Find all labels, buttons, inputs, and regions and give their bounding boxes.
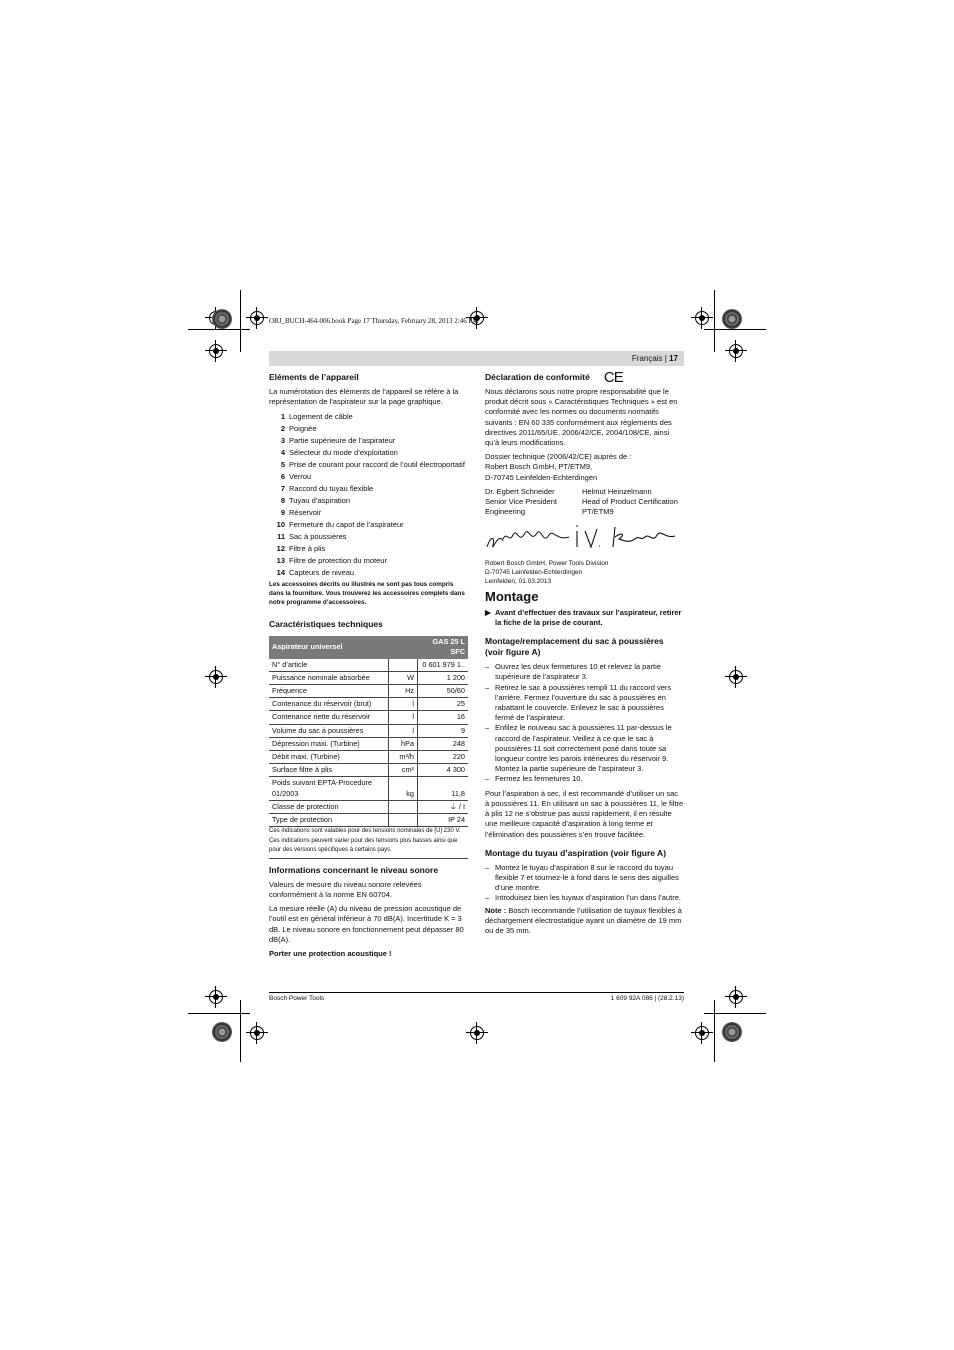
list-item (485, 774, 684, 784)
dash-bullet: – (485, 862, 490, 872)
table-row (269, 764, 468, 777)
montage-note (485, 906, 684, 937)
spec-unit: cm² (389, 764, 418, 777)
list-item (269, 531, 469, 543)
spec-unit (389, 659, 418, 672)
item-label: Réservoir (289, 508, 322, 518)
table-row (269, 777, 468, 800)
item-number: 2 (280, 424, 285, 434)
spec-unit: Hz (389, 685, 418, 698)
conformity-heading-row (485, 369, 684, 386)
spec-label: Fréquence (269, 685, 389, 698)
registration-mark (205, 666, 227, 688)
spec-unit: hPa (389, 737, 418, 750)
item-number: 12 (276, 544, 285, 554)
registration-mark (205, 340, 227, 362)
montage-warning-text: Avant d’effectuer des travaux sur l’aspirateur, retirer la fiche de la prise de courant. (495, 607, 682, 628)
elements-heading: Eléments de l’appareil (269, 372, 359, 382)
dash-bullet: – (485, 893, 490, 903)
signatories (485, 487, 684, 518)
color-dial-mark (722, 309, 742, 329)
item-number: 5 (280, 460, 285, 470)
signatory-2-name: Helmut Heinzelmann (582, 486, 652, 496)
item-number: 14 (276, 568, 285, 578)
spec-value: 50/60 (418, 685, 469, 698)
color-dial-mark (212, 309, 232, 329)
item-number: 1 (280, 412, 285, 422)
noise-heading: Informations concernant le niveau sonore (269, 864, 439, 875)
page-header-bar (269, 351, 684, 366)
table-row (269, 698, 468, 711)
list-item (269, 543, 469, 555)
list-item (269, 435, 469, 447)
spec-value: 0 601 979 1.. (418, 659, 469, 672)
list-item (269, 459, 469, 471)
table-row (269, 814, 468, 827)
dash-bullet: – (485, 723, 490, 733)
noise-p1: Valeurs de mesure du niveau sonore relevées conformément à la norme EN 60704. (269, 879, 422, 899)
registration-mark (246, 1022, 268, 1044)
signatory-2-dept: PT/ETM9 (582, 507, 614, 517)
table-row (269, 659, 468, 672)
item-number: 4 (280, 448, 285, 458)
elements-intro: La numérotation des éléments de l’appareil se réfère à la représentation de l’aspirateur sur la page graphique. (269, 387, 459, 407)
item-number: 10 (276, 520, 285, 530)
division-address-1: Robert Bosch GmbH, Power Tools Division (485, 559, 609, 567)
spec-value: 1 200 (418, 671, 469, 684)
registration-mark (725, 986, 747, 1008)
spec-label: Surface filtre à plis (269, 764, 389, 777)
item-label: Capteurs de niveau (289, 568, 355, 578)
spec-unit: W (389, 671, 418, 684)
registration-mark (466, 1022, 488, 1044)
item-label: Tuyau d’aspiration (289, 496, 351, 506)
footer-doc-number: 1 609 92A 086 | (28.2.13) (610, 995, 684, 1002)
list-item (485, 683, 684, 724)
registration-mark (205, 986, 227, 1008)
spec-unit: l (389, 711, 418, 724)
crop-line (240, 1000, 241, 1062)
spec-label: Puissance nominale absorbée (269, 671, 389, 684)
spec-value: 16 (418, 711, 469, 724)
spec-unit (389, 800, 418, 813)
list-item (269, 519, 469, 531)
spec-value: 9 (418, 724, 469, 737)
spec-label: N° d’article (269, 659, 389, 672)
item-label: Logement de câble (289, 412, 353, 422)
signing-place-date: Leinfelden, 01.03.2013 (485, 577, 552, 585)
spec-label: Débit maxi. (Turbine) (269, 751, 389, 764)
specs-footnote: Ces indications sont valables pour des tensions nominales de [U] 230 V. Ces indications peuvent varier pour des tensions plus basses ainsi que pour des versions spécifiques à certains pays. (269, 827, 468, 859)
item-number: 7 (280, 484, 285, 494)
item-label: Sélecteur du mode d’exploitation (289, 448, 398, 458)
registration-mark (725, 340, 747, 362)
spec-unit: l (389, 724, 418, 737)
dash-bullet: – (485, 774, 490, 784)
table-row (269, 685, 468, 698)
signatory-1-dept: Engineering (485, 507, 526, 517)
color-dial-mark (722, 1022, 742, 1042)
signatory-2-title: Head of Product Certification (582, 497, 678, 507)
list-item (269, 483, 469, 495)
spec-value: 248 (418, 737, 469, 750)
conformity-dossier: Dossier technique (2006/42/CE) auprès de : (485, 452, 632, 462)
item-label: Verrou (289, 472, 312, 482)
spec-unit (389, 814, 418, 827)
bag-heading: Montage/remplacement du sac à poussières (voir figure A) (485, 636, 664, 658)
spec-unit: l (389, 698, 418, 711)
table-row (269, 671, 468, 684)
spec-value: 4 300 (418, 764, 469, 777)
note-text: Bosch recommande l’utilisation de tuyaux flexibles à déchargement électrostatique ayant un diamètre de 19 mm ou de 35 mm. (485, 905, 682, 935)
step-text: Enfilez le nouveau sac à poussières 11 par-dessus le raccord de l’aspirateur. Veillez à ce que le sac à poussières 11 soit correctement posé dans toute sa longueur contre les parois intérieures du réservoir 9. Montez la partie supérieure de l’aspirateur 3. (495, 723, 672, 774)
specs-header-model: GAS 25 L SFC (418, 636, 469, 658)
spec-value: 11,8 (418, 777, 469, 800)
accessories-note: Les accessoires décrits ou illustrés ne sont pas tous compris dans la fourniture. Vous trouverez les accessoires complets dans notre programme d’accessoires. (269, 581, 465, 606)
item-label: Raccord du tuyau flexible (289, 484, 374, 494)
handwritten-signatures (485, 521, 684, 555)
ce-mark-icon: CE (603, 369, 623, 386)
step-text: Fermez les fermetures 10. (495, 774, 583, 784)
spec-label: Contenance nette du réservoir (269, 711, 389, 724)
step-text: Montez le tuyau d’aspiration 8 sur le raccord du tuyau flexible 7 et tournez-le à fond dans le sens des aiguilles d’une montre. (495, 862, 679, 893)
item-label: Partie supérieure de l’aspirateur (289, 436, 396, 446)
list-item (269, 471, 469, 483)
page-header: Français | 17 (631, 354, 678, 363)
specs-table (269, 636, 468, 827)
dry-suction-text: Pour l’aspiration à sec, il est recommandé d’utiliser un sac à poussières 11. En utilisant un sac à poussières 11, le filtre à plis 12 ne s’obstrue pas aussi rapidement, il en résulte une meilleure capacité d’aspiration à long terme et l’élimination des poussières s’en trouve facilitée. (485, 788, 684, 839)
noise-p2: La mesure réelle (A) du niveau de pression acoustique de l’outil est en général inférieur à 70 dB(A). Incertitude K = 3 dB. Le niveau sonore en fonctionnement peut dépasser 80 dB(A). (269, 904, 464, 944)
item-label: Prise de courant pour raccord de l’outil électroportatif (289, 460, 465, 470)
spec-label: Dépression maxi. (Turbine) (269, 737, 389, 750)
list-item (269, 555, 469, 567)
elements-list (269, 411, 469, 579)
step-text: Introduisez bien les tuyaux d’aspiration l’un dans l’autre. (495, 893, 681, 903)
right-column (485, 369, 684, 940)
registration-mark (691, 1022, 713, 1044)
dash-bullet: – (485, 682, 490, 692)
list-item (485, 723, 684, 774)
table-row (269, 800, 468, 813)
registration-mark (246, 307, 268, 329)
registration-mark (725, 666, 747, 688)
montage-warning (485, 608, 684, 628)
item-number: 11 (277, 532, 285, 542)
left-column (269, 372, 469, 963)
item-label: Fermeture du capot de l’aspirateur (289, 520, 404, 530)
conformity-heading: Déclaration de conformité (485, 372, 590, 382)
crop-line (714, 1000, 715, 1062)
hose-steps (485, 863, 684, 904)
page-number: 17 (669, 354, 678, 363)
list-item (269, 567, 469, 579)
arrow-right-icon: ▶ (485, 607, 491, 617)
conformity-address: D-70745 Leinfelden-Echterdingen (485, 472, 598, 482)
color-dial-mark (212, 1022, 232, 1042)
registration-mark (691, 307, 713, 329)
spec-value: 220 (418, 751, 469, 764)
specs-header-label: Aspirateur universel (269, 636, 418, 658)
item-number: 6 (280, 472, 285, 482)
crop-line (188, 1013, 250, 1014)
item-label: Poignée (289, 424, 317, 434)
step-text: Retirez le sac à poussières rempli 11 du raccord vers l’arrière. Fermez l’ouverture du sac à poussières en rabattant le couvercle. Enlevez le sac à poussières fermé de l’aspirateur. (495, 682, 672, 723)
item-number: 13 (276, 556, 285, 566)
spec-value: IP 24 (418, 814, 469, 827)
spec-value: ⏚ / I (418, 800, 469, 813)
item-label: Sac à poussières (289, 532, 347, 542)
spec-label: Volume du sac à poussières (269, 724, 389, 737)
crop-line (714, 290, 715, 352)
step-text: Ouvrez les deux fermetures 10 et relevez la partie supérieure de l’aspirateur 3. (495, 662, 661, 682)
list-item (485, 662, 684, 682)
crop-line (188, 329, 250, 330)
signatory-1-name: Dr. Egbert Schneider (485, 486, 555, 496)
note-label: Note : (485, 905, 507, 915)
list-item (485, 863, 684, 894)
list-item (485, 893, 684, 903)
spec-label: Poids suivant EPTA-Procedure 01/2003 (269, 777, 389, 800)
item-label: Filtre de protection du moteur (289, 556, 387, 566)
language-label: Français (631, 354, 663, 363)
table-row (269, 737, 468, 750)
specs-heading: Caractéristiques techniques (269, 619, 383, 630)
spec-value: 25 (418, 698, 469, 711)
conformity-company: Robert Bosch GmbH, PT/ETM9, (485, 462, 593, 472)
item-number: 9 (280, 508, 285, 518)
dash-bullet: – (485, 662, 490, 672)
bag-steps (485, 662, 684, 784)
table-row (269, 711, 468, 724)
item-number: 8 (280, 496, 285, 506)
noise-warning: Porter une protection acoustique ! (269, 948, 392, 958)
list-item (269, 423, 469, 435)
hose-heading: Montage du tuyau d’aspiration (voir figure A) (485, 847, 667, 858)
division-address-2: D-70745 Leinfelden-Echterdingen (485, 568, 583, 576)
list-item (269, 495, 469, 507)
signatory-1-title: Senior Vice President (485, 497, 557, 507)
crop-line (704, 329, 766, 330)
spec-label: Contenance du réservoir (brut) (269, 698, 389, 711)
spec-unit: m³/h (389, 751, 418, 764)
list-item (269, 411, 469, 423)
table-row (269, 751, 468, 764)
list-item (269, 507, 469, 519)
print-header: OBJ_BUCH-464-006.book Page 17 Thursday, February 28, 2013 2:46 PM (269, 317, 479, 325)
list-item (269, 447, 469, 459)
crop-line (240, 290, 241, 352)
page-footer (269, 992, 684, 1002)
spec-unit: kg (389, 777, 418, 800)
table-row (269, 724, 468, 737)
crop-line (704, 1013, 766, 1014)
item-label: Filtre à plis (289, 544, 326, 554)
montage-heading: Montage (485, 588, 539, 604)
spec-label: Classe de protection (269, 800, 389, 813)
footer-brand: Bosch Power Tools (269, 995, 325, 1002)
conformity-p1: Nous déclarons sous notre propre responsabilité que le produit décrit sous « Caractéristiques Techniques » est en conformité avec les normes ou documents normatifs suivants : EN 60 335 conformément aux règlements des directives 2011/65/UE, 2006/42/CE, 2004/108/CE, ainsi qu’à leurs modifications. (485, 387, 678, 448)
spec-label: Type de protection (269, 814, 389, 827)
item-number: 3 (280, 436, 285, 446)
